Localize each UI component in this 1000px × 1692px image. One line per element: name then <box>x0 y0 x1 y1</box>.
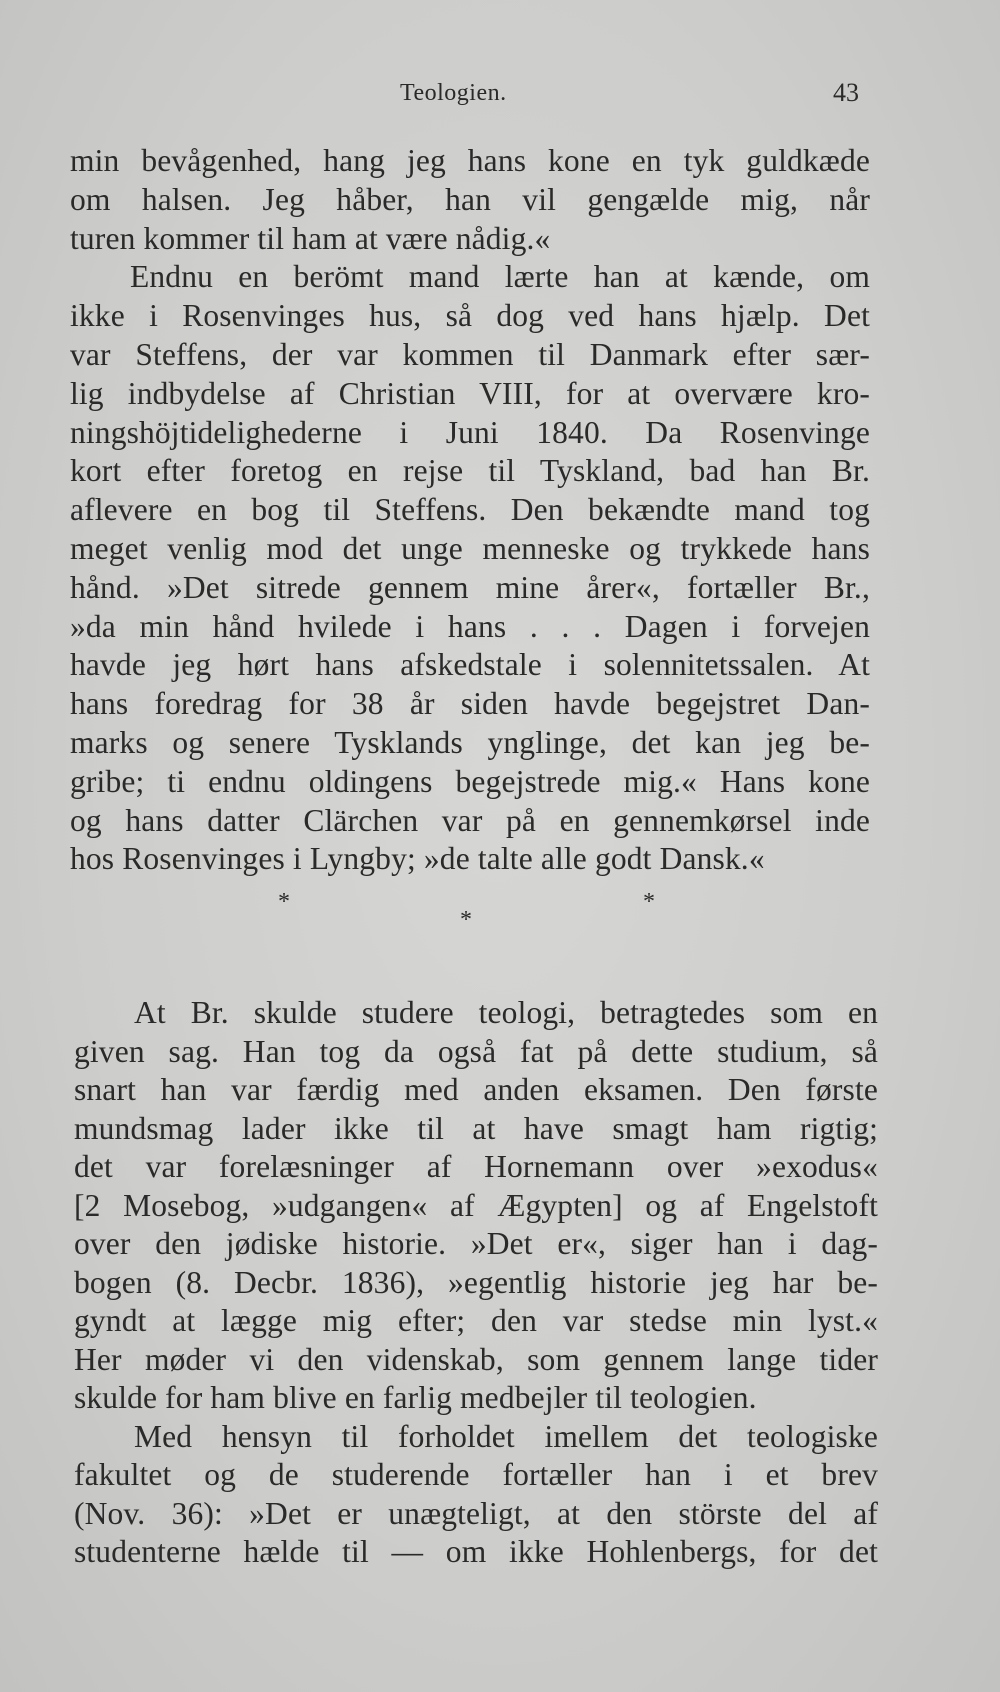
asterisk: * <box>460 907 472 934</box>
text-line: hans foredrag for 38 år siden havde begejstret Dan- <box>70 686 870 722</box>
text-line: studenterne hælde til — om ikke Hohlenbergs, for det <box>74 1534 878 1569</box>
text-line: gyndt at lægge mig efter; den var stedse min lyst.« <box>74 1303 878 1338</box>
text-line: [2 Mosebog, »udgangen« af Ægypten] og af Engelstoft <box>74 1187 878 1223</box>
text-line: om halsen. Jeg håber, han vil gengælde mig, når <box>70 181 870 217</box>
text-line: min bevågenhed, hang jeg hans kone en tyk guldkæde <box>70 143 870 178</box>
text-line: mundsmag lader ikke til at have smagt ham rigtig; <box>74 1110 878 1146</box>
text-line: bogen (8. Decbr. 1836), »egentlig historie jeg har be- <box>74 1264 878 1300</box>
text-line: og hans datter Clärchen var på en gennemkørsel inde <box>70 802 870 838</box>
running-title: Teologien. <box>400 80 507 106</box>
text-block-upper <box>70 142 870 959</box>
text-block-lower <box>74 994 878 1572</box>
section-separator <box>70 879 870 959</box>
text-line: ningshöjtidelighederne i Juni 1840. Da Rosenvinge <box>70 414 870 450</box>
text-line: over den jødiske historie. »Det er«, siger han i dag- <box>74 1226 878 1261</box>
text-line: var Steffens, der var kommen til Danmark efter sær- <box>70 336 870 372</box>
text-line: hånd. »Det sitrede gennem mine årer«, fortæller Br., <box>70 569 870 605</box>
text-line: At Br. skulde studere teologi, betragtedes som en <box>134 995 878 1030</box>
text-line: det var forelæsninger af Hornemann over »exodus« <box>74 1149 878 1184</box>
text-line: gribe; ti endnu oldingens begejstrede mig.« Hans kone <box>70 763 870 799</box>
page-number: 43 <box>833 78 859 107</box>
text-line: lig indbydelse af Christian VIII, for at overvære kro- <box>70 375 870 411</box>
text-line: meget venlig mod det unge menneske og trykkede hans <box>70 530 870 566</box>
text-line: Endnu en berömt mand lærte han at kænde, om <box>130 259 870 295</box>
running-head <box>0 80 1000 110</box>
text-line: snart han var færdig med anden eksamen. Den første <box>74 1072 878 1107</box>
text-line: Med hensyn til forholdet imellem det teologiske <box>134 1418 878 1454</box>
text-line: »da min hånd hvilede i hans . . . Dagen i forvejen <box>70 608 870 644</box>
text-line: turen kommer til ham at være nådig.« <box>70 220 551 256</box>
text-line: ikke i Rosenvinges hus, så dog ved hans hjælp. Det <box>70 298 870 334</box>
asterisk: * <box>278 889 290 916</box>
text-line: havde jeg hørt hans afskedstale i solennitetssalen. At <box>70 647 870 683</box>
text-line: aflevere en bog til Steffens. Den bekændte mand tog <box>70 492 870 528</box>
text-line: skulde for ham blive en farlig medbejler til teologien. <box>74 1380 757 1415</box>
text-line: marks og senere Tysklands ynglinge, det kan jeg be- <box>70 724 870 760</box>
text-line: Her møder vi den videnskab, som gennem lange tider <box>74 1341 878 1377</box>
text-line: (Nov. 36): »Det er unægteligt, at den störste del af <box>74 1495 878 1531</box>
text-line: hos Rosenvinges i Lyngby; »de talte alle godt Dansk.« <box>70 841 765 877</box>
text-line: given sag. Han tog da også fat på dette studium, så <box>74 1033 878 1069</box>
text-line: fakultet og de studerende fortæller han i et brev <box>74 1457 878 1492</box>
text-line: kort efter foretog en rejse til Tyskland, bad han Br. <box>70 453 870 489</box>
asterisk: * <box>643 889 655 916</box>
